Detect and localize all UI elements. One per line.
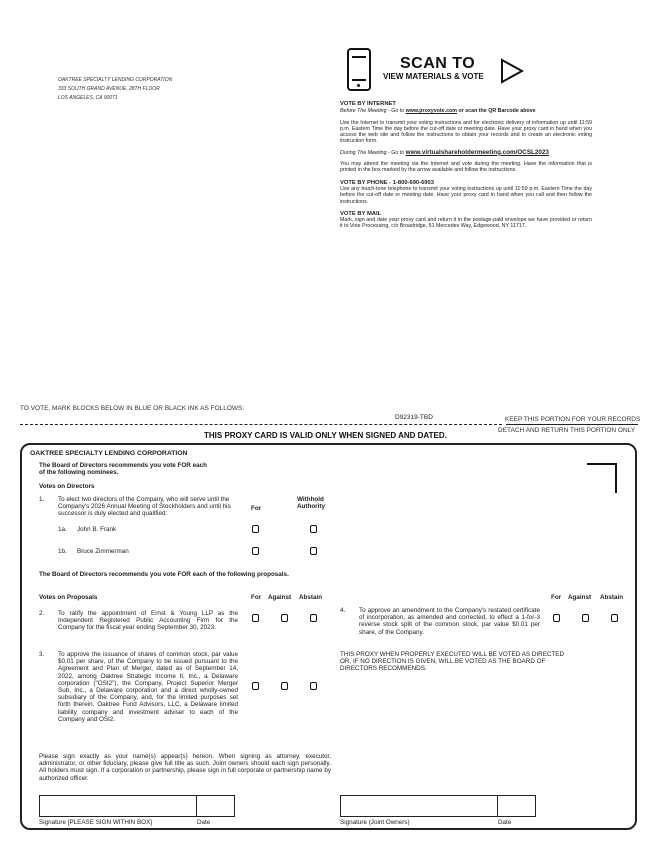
item-4-text: To approve an amendment to the Company's restated certificate of incorporation, as amended and corrected, to effect a 1-for-3 reverse stock split of the common stock, par value $0.01 per share, of the Company. (359, 607, 540, 636)
nominee-2-for-checkbox[interactable] (252, 547, 259, 555)
joint-signature-box[interactable] (340, 795, 536, 817)
address-line-2: 333 SOUTH GRAND AVENUE, 28TH FLOOR (58, 86, 160, 92)
joint-signature-label: Signature (Joint Owners) (340, 819, 410, 826)
mark-instruction: TO VOTE, MARK BLOCKS BELOW IN BLUE OR BLACK INK AS FOLLOWS: (20, 405, 245, 412)
proxy-execution-note: THIS PROXY WHEN PROPERLY EXECUTED WILL BE VOTED AS DIRECTED OR, IF NO DIRECTION IS GIVEN, WILL BE VOTED AS THE BOARD OF DIRECTORS RECOMMENDS. (340, 651, 565, 673)
item-2-for-checkbox[interactable] (252, 614, 259, 622)
col-for-left: For (251, 594, 262, 601)
play-arrow-icon (500, 58, 524, 84)
nominee-2-withhold-checkbox[interactable] (310, 547, 317, 555)
signing-instructions: Please sign exactly as your name(s) appear(s) hereon. When signing as attorney, executor, administrator, or other fiduciary, please give full title as such. Joint owners should each sign personally. All holders must sign. If a corporation or partnership, please sign in full corporate or partnership name by authorized officer. (39, 753, 331, 782)
col-abstain-right: Abstain (600, 594, 624, 601)
dashed-cut-line (20, 424, 502, 425)
virtual-meeting-link[interactable]: www.virtualshareholdermeeting.com/OCSL2023 (405, 148, 549, 156)
valid-notice: THIS PROXY CARD IS VALID ONLY WHEN SIGNED AND DATED. (204, 431, 447, 440)
item-4-against-checkbox[interactable] (582, 614, 589, 622)
votes-on-proposals-heading: Votes on Proposals (39, 594, 98, 601)
item-2-against-checkbox[interactable] (281, 614, 288, 622)
item-4-number: 4. (340, 607, 346, 614)
control-code: D92319-TBD (395, 414, 433, 421)
during-meeting-text: - Go to (386, 149, 406, 156)
detach-portion-text: DETACH AND RETURN THIS PORTION ONLY (498, 427, 636, 434)
mail-body: Mark, sign and date your proxy card and return it in the postage-paid envelope we have provided or return it to Vote Processing, c/o Broadridge, 51 Mercedes Way, Edgewood, NY 11717. (340, 217, 592, 230)
scan-title: SCAN TO (400, 55, 476, 72)
item-2-abstain-checkbox[interactable] (310, 614, 317, 622)
board-rec-directors-1: The Board of Directors recommends you vote FOR each (39, 462, 207, 469)
item-2-text: To ratify the appointment of Ernst & Young LLP as the Independent Registered Public Accounting Firm for the Company for the fiscal year ending September 30, 2023. (58, 610, 238, 632)
col-for-directors: For (251, 505, 262, 512)
phone-heading: VOTE BY PHONE - 1-800-690-6903 (340, 179, 434, 186)
item-3-for-checkbox[interactable] (252, 682, 259, 690)
address-line-3: LOS ANGELES, CA 90071 (58, 95, 118, 101)
item-2-number: 2. (39, 610, 45, 617)
internet-body: Use the Internet to transmit your voting instructions and for electronic delivery of information up until 11:59 p.m. Eastern Time the day before the cut-off date or meeting date. Have your proxy card in hand when you access the web site and follow the instructions to obtain your records and to create an electronic voting instruction form. (340, 119, 592, 145)
item-3-number: 3. (39, 651, 45, 658)
joint-signature-date-divider (497, 795, 498, 817)
during-meeting-label: During The Meeting (340, 149, 387, 156)
nominee-1-number: 1a. (58, 526, 67, 533)
item-3-text: To approve the issuance of shares of common stock, par value $0.01 per share, of the Company to be issued pursuant to the Agreement and Plan of Merger, dated as of September 14, 2022, among Oaktree Strategic Income II, Inc., a Delaware corporation ("OSI2"), the Company, Project Superior Merger Sub, Inc., a Delaware corporation and a direct wholly-owned subsidiary of the Company, and, for the limited purposes set forth therein, Oaktree Fund Advisors, LLC, a Delaware limited liability company and investment adviser to each of the Company and OSI2. (58, 651, 238, 723)
proxyvote-link[interactable]: www.proxyvote.com (405, 108, 457, 115)
nominee-1-name: John B. Frank (77, 526, 117, 533)
board-rec-proposals: The Board of Directors recommends you vote FOR each of the following proposals. (39, 571, 289, 578)
signature-box[interactable] (39, 795, 235, 817)
before-meeting-tail: or scan the QR Barcode above (457, 108, 536, 115)
keep-portion-text: KEEP THIS PORTION FOR YOUR RECORDS (505, 416, 641, 423)
col-withhold-2: Authority (297, 503, 325, 510)
during-body: You may attend the meeting via the Internet and vote during the meeting. Have the information that is printed in the box marked by the arrow available and follow the instructions. (340, 161, 592, 174)
return-address (58, 76, 172, 103)
col-withhold-1: Withhold (297, 496, 324, 503)
item-4-for-checkbox[interactable] (553, 614, 560, 622)
item-1-number: 1. (39, 496, 45, 503)
item-1-text: To elect two directors of the Company, who will serve until the Company's 2026 Annual Meeting of Stockholders and until his successor is duly elected and qualified: (58, 496, 231, 518)
signature-label: Signature [PLEASE SIGN WITHIN BOX] (39, 819, 153, 826)
col-for-right: For (551, 594, 562, 601)
cut-line-divider (506, 424, 638, 425)
address-line-1: OAKTREE SPECIALTY LENDING CORPORATION (58, 77, 173, 83)
mail-heading: VOTE BY MAIL (340, 210, 382, 217)
col-abstain-left: Abstain (299, 594, 323, 601)
smartphone-icon (347, 48, 371, 91)
joint-date-label: Date (498, 819, 512, 826)
signature-date-divider (196, 795, 197, 817)
nominee-2-number: 1b. (58, 548, 67, 555)
col-against-left: Against (268, 594, 292, 601)
votes-on-directors-heading: Votes on Directors (39, 483, 95, 490)
nominee-1-withhold-checkbox[interactable] (310, 525, 317, 533)
phone-body: Use any touch-tone telephone to transmit your voting instructions up until 11:59 p.m. Eastern Time the day before the cut-off date or meeting date. Have your proxy card in hand when you call and then follow the instructions. (340, 185, 592, 205)
nominee-2-name: Bruce Zimmerman (77, 548, 129, 555)
date-label: Date (197, 819, 211, 826)
item-3-abstain-checkbox[interactable] (310, 682, 317, 690)
item-3-against-checkbox[interactable] (281, 682, 288, 690)
board-rec-directors-2: of the following nominees. (39, 469, 119, 476)
scan-subtitle: VIEW MATERIALS & VOTE (383, 72, 484, 81)
company-name: OAKTREE SPECIALTY LENDING CORPORATION (30, 450, 188, 457)
vote-by-internet-section (340, 101, 592, 230)
col-against-right: Against (568, 594, 592, 601)
item-4-abstain-checkbox[interactable] (611, 614, 618, 622)
nominee-1-for-checkbox[interactable] (252, 525, 259, 533)
corner-bracket (587, 463, 617, 493)
internet-heading: VOTE BY INTERNET (340, 101, 396, 107)
before-meeting-text: - Go to (386, 108, 406, 115)
before-meeting-label: Before The Meeting (340, 108, 387, 115)
